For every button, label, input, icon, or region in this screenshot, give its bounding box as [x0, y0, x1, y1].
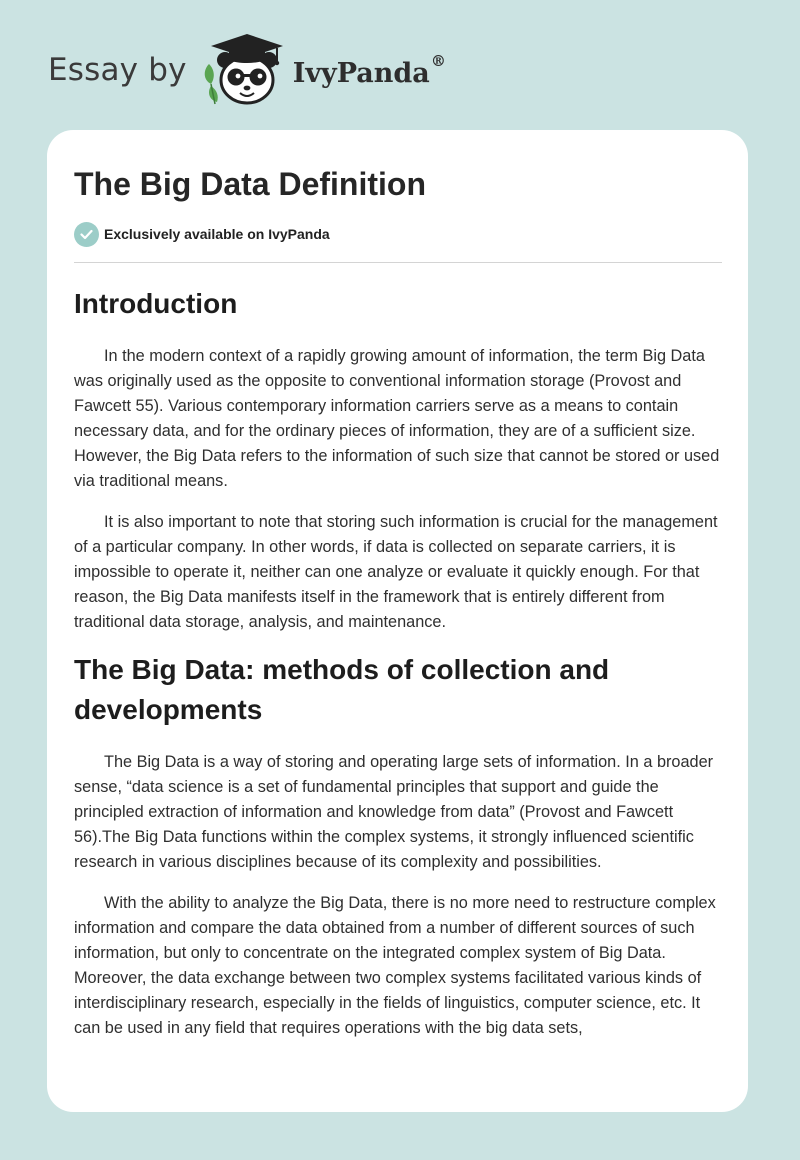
- paragraph: The Big Data is a way of storing and operating large sets of information. In a broader sense, “data science is a set of fundamental principles that support and guide the principled extraction of information and knowledge from data” (Provost and Fawcett 56).The Big Data functions within the complex systems, it strongly influenced scientific research in various disciplines because of its complexity and possibilities.: [74, 753, 714, 871]
- paragraph: In the modern context of a rapidly growing amount of information, the term Big Data was originally used as the opposite to conventional information storage (Provost and Fawcett 55). Various contemporary information carriers serve as a means to contain necessary data, and for the ordinary pieces of information, they are of a sufficient size. However, the Big Data refers to the information of such size that cannot be stored or used via traditional means.: [74, 347, 720, 490]
- title-divider: [74, 262, 722, 263]
- section-heading-introduction: Introduction: [74, 288, 238, 319]
- paragraph: With the ability to analyze the Big Data, there is no more need to restructure complex information and compare the data obtained from a number of different sources of such information, but only to concentrate on the integrated complex system of Big Data. Moreover, the data exchange between two complex systems facilitated various kinds of interdisciplinary research, especially in the fields of linguistics, computer science, etc. It can be used in any field that requires operations with the big data sets,: [74, 894, 716, 1037]
- brand-name-text: IvyPanda: [292, 57, 430, 89]
- brand-prefix: Essay by: [48, 52, 187, 88]
- section-heading-methods: The Big Data: methods of collection and developments: [74, 654, 610, 725]
- registered-mark: ®: [430, 51, 446, 70]
- brand-header[interactable]: [48, 30, 446, 110]
- check-icon: [74, 222, 99, 247]
- exclusive-badge: [74, 221, 722, 247]
- paragraph: It is also important to note that storing such information is crucial for the management of a particular company. In other words, if data is collected on separate carriers, it is impossible to operate it, neither can one analyze or evaluate it quickly enough. For that reason, the Big Data manifests itself in the framework that is entirely different from traditional data storage, analysis, and maintenance.: [74, 513, 718, 631]
- exclusive-badge-text: Exclusively available on IvyPanda: [104, 226, 330, 242]
- page-title: The Big Data Definition: [74, 166, 426, 202]
- essay-card: [47, 130, 748, 1112]
- brand-name: [292, 51, 446, 89]
- panda-logo-icon: [197, 30, 297, 110]
